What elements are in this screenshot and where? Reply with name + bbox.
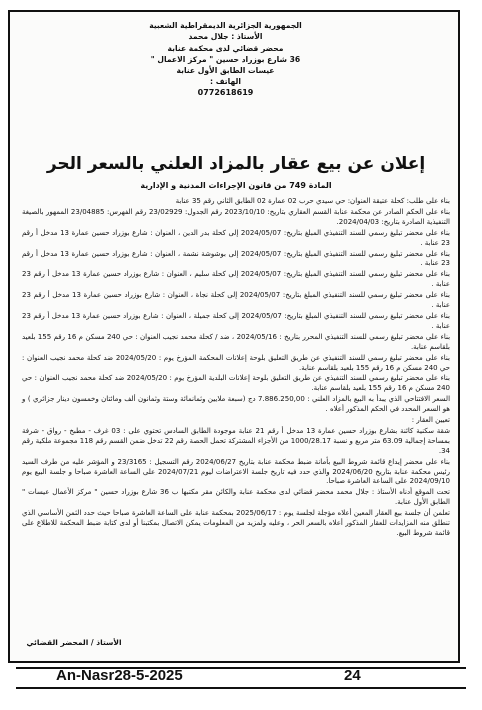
bailiff-name: الأستاذ : جلال محمد	[188, 32, 263, 42]
body-paragraph: بناء على محضر تبليغ رسمي للسند التنفيذي المحرر بتاريخ : 2024/05/16 ، ضد / كحلة محمد نجيب العنوان : حي 240 مسكن م 16 رقم 155 بلعيد بلقاسم عنابة.	[22, 332, 451, 351]
body-paragraph: السعر الافتتاحي الذي يبدأ به البيع بالمزاد العلني : 7.886.250,00 دج (سبعة ملايين وثمانمائة وستة وثمانون ألف ومائتان وخمسون دينار جزائري ) و هو السعر المحدد في الحكم المذكور أعلاه .	[22, 395, 451, 414]
publication-date: An-Nasr28-5-2025	[56, 667, 183, 684]
body-paragraph: بناء على محضر تبليغ رسمي للسند التنفيذي المبلغ بتاريخ: 2024/05/07 إلى كحلة نجاة ، العنوان : شارع بوزراد حسين عمارة 13 مدخل أ رقم 23 عنابة .	[22, 291, 450, 310]
office-building: عيسات الطابق الأول عنابة	[176, 66, 275, 76]
office-address: 36 شارع بوزراد حسين " مركز الاعمال "	[150, 54, 301, 64]
page-number: 24	[344, 667, 361, 684]
body-paragraph: بناء على محضر تبليغ رسمي للسند التنفيذي المبلغ بتاريخ: 2024/05/07 إلى كحلة سليم ، العنوان : شارع بوزراد حسين عمارة 13 مدخل أ رقم 23 عنابة .	[22, 270, 450, 289]
body-paragraph: تعيين العقار :	[411, 416, 450, 425]
signature-line: الأستاذ / المحضر القضائي	[26, 638, 122, 647]
phone-label: الهاتف :	[210, 77, 241, 87]
body-paragraph: بناء على الحكم الصادر عن محكمة عنابة القسم العقاري بتاريخ: 2023/10/10 رقم الجدول: 23/02929 رقم الفهرس: 23/04885 الممهور بالصيغة التنفيذية الصادرة بتاريخ: 2024/04/03.	[22, 207, 451, 226]
body-paragraph: بناء على طلب: كحلة عتيقة العنوان: حي سيدي حرب 02 عمارة 02 الطابق الثاني رقم 35 عنابة	[175, 197, 450, 205]
notice-subtitle: المادة 749 من قانون الإجراءات المدنية و الإدارية	[140, 181, 332, 190]
body-paragraph: بناء على محضر تبليغ رسمي للسند التنفيذي المبلغ بتاريخ: 2024/05/07 إلى كحلة جميلة ، العنوان : شارع بوزراد حسين عمارة 13 مدخل أ رقم 23 عنابة .	[22, 311, 450, 330]
phone-number: 0772618619	[197, 87, 254, 97]
notice-frame	[8, 10, 460, 663]
body-paragraph: تعلمن أن جلسة بيع العقار المعين أعلاه مؤجلة لجلسة يوم : 2025/06/17 بمحكمة عنابة على الساعة العاشرة صباحا حيث حدد الثمن الأساسي الذي تنطلق منه المزايدات للعقار المذكور أعلاه بالسعر الحر ، وعليه ولمزيد من المعلومات يمكن الاتصال بمكتبنا أو لدى كتابة ضبط المحكمة للاطلاع على قائمة شروط البيع.	[22, 509, 450, 537]
page-footer	[16, 665, 466, 689]
body-paragraph: تحت الموقع أدناه الأستاذ : جلال محمد محضر قضائي لدى محكمة عنابة والكائن مقر مكتبها ب 36 شارع بوزراد حسين " مركز الأعمال عيسات " الطابق الأول عنابة.	[22, 488, 450, 507]
bailiff-title: محضر قضائي لدى محكمة عنابة	[167, 43, 284, 53]
body-paragraph: بناء على محضر تبليغ رسمي للسند التنفيذي المبلغ بتاريخ: 2024/05/07 إلى كحلة بدر الدين ، العنوان : شارع بوزراد حسين عمارة 13 مدخل أ رقم 23 عنابة .	[22, 228, 451, 247]
republic-line: الجمهورية الجزائرية الديمقراطية الشعبية	[149, 21, 302, 30]
letterhead	[133, 20, 318, 98]
body-paragraph: شقة سكنية كائنة بشارع بوزراد حسين عمارة 13 مدخل أ رقم 21 عنابة موجودة الطابق السادس تحتوي على : 03 غرف - مطبخ - رواق - شرفة بمساحة إجمالية 63.09 متر مربع و نسبة 1000/28.17 من الأجزاء المشتركة تحمل الحصة رقم 22 تدخل ضمن القسم رقم 118 مجموعة ملكية رقم 34.	[22, 426, 450, 455]
body-paragraph: بناء على محضر تبليغ رسمي للسند التنفيذي عن طريق التعليق بلوحة إعلانات المحكمة المؤرخ يوم : 2024/05/20 ضد كحلة محمد نجيب العنوان : حي 240 مسكن م 16 رقم 155 بلعيد بلقاسم عنابة.	[22, 353, 450, 372]
body-paragraph: بناء على محضر تبليغ رسمي للسند التنفيذي عن طريق التعليق بلوحة إعلانات البلدية المؤرخ يوم : 2024/05/20 ضد كحلة محمد نجيب العنوان : حي 240 مسكن م 16 رقم 155 بلعيد بلقاسم عنابة.	[22, 374, 450, 393]
body-paragraph: بناء على محضر تبليغ رسمي للسند التنفيذي المبلغ بتاريخ: 2024/05/07 إلى بوشوشة نشمة ، العنوان : شارع بوزراد حسين عمارة 13 مدخل أ رقم 23 عنابة .	[22, 249, 450, 268]
notice-title: إعلان عن بيع عقار بالمزاد العلني بالسعر الحر	[46, 154, 426, 174]
body-paragraph: بناء على محضر إيداع قائمة شروط البيع بأمانة ضبط محكمة عنابة بتاريخ 2024/06/27 رقم التسجيل : 23/3165 و المؤشر عليه من طرف السيد رئيس محكمة عنابة بتاريخ 2024/06/20 والذي حدد فيه تاريخ جلسة الاعتراضات ليوم 2024/07/21 على الساعة العاشرة صباحا و جلسة البيع يوم 2024/09/10 على الساعة العاشرة صباحا.	[22, 457, 451, 486]
notice-body	[22, 197, 450, 540]
